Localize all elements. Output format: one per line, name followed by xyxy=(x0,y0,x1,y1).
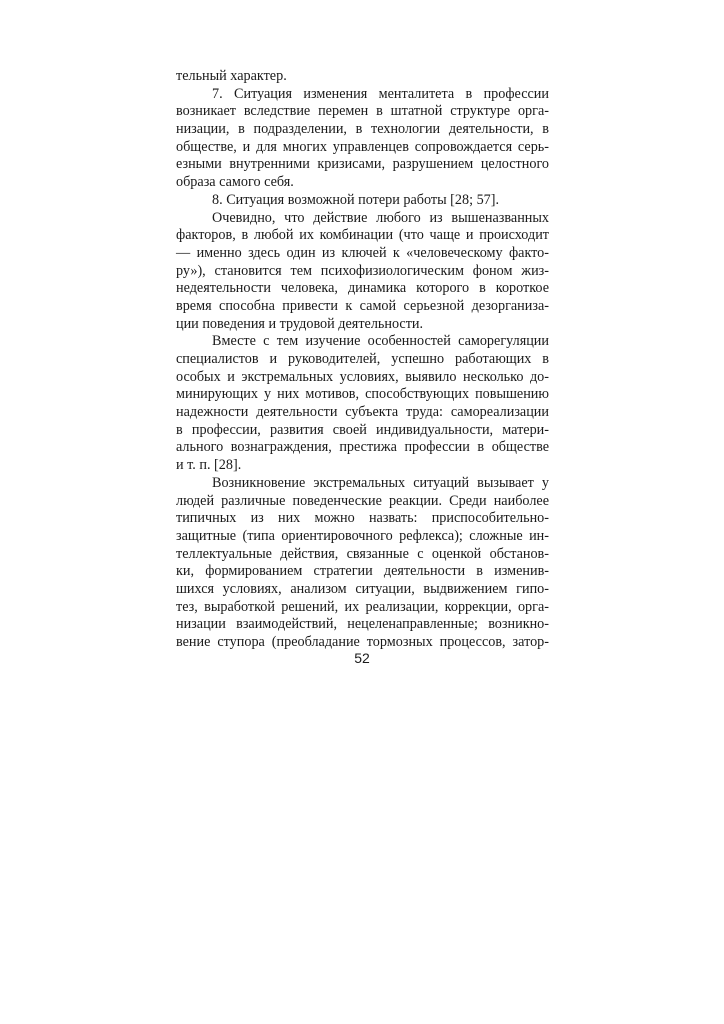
text-line: вение ступора (преобладание тормозных процессов, затор- xyxy=(176,634,549,650)
text-line: низации, в подразделении, в технологии деятельности, в xyxy=(176,121,549,138)
text-line: шихся условиях, анализом ситуации, выдвижением гипо- xyxy=(176,580,549,597)
text-line: ции поведения и трудовой деятельности. xyxy=(176,315,424,332)
text-line: возникает вследствие перемен в штатной структуре орга- xyxy=(176,103,549,120)
text-line: 8. Ситуация возможной потери работы [28; 57]. xyxy=(212,191,500,208)
text-line: езными внутренними кризисами, разрушением целостного xyxy=(176,156,549,173)
text-line: Очевидно, что действие любого из вышеназванных xyxy=(212,209,549,226)
text-line: особых и экстремальных условиях, выявило несколько до- xyxy=(176,368,549,385)
text-line: ального вознаграждения, престижа профессии в обществе xyxy=(176,439,549,456)
text-line: людей различные поведенческие реакции. Среди наиболее xyxy=(176,492,549,509)
text-line: и т. п. [28]. xyxy=(176,457,242,474)
text-line: защитные (типа ориентировочного рефлекса); сложные ин- xyxy=(176,527,549,544)
text-line: ки, формированием стратегии деятельности в изменив- xyxy=(176,563,549,580)
text-line: теллектуальные действия, связанные с оценкой обстанов- xyxy=(176,545,549,562)
body-text xyxy=(176,68,549,652)
text-line: типичных из них можно назвать: приспособительно- xyxy=(176,510,549,527)
text-line: недеятельности человека, динамика которого в короткое xyxy=(176,280,549,297)
text-line: обществе, и для многих управленцев сопровождается серь- xyxy=(176,138,549,155)
text-line: тез, выработкой решений, их реализации, коррекции, орга- xyxy=(176,598,549,615)
page-number: 52 xyxy=(354,650,370,666)
text-line: надежности деятельности субъекта труда: самореализации xyxy=(176,404,549,421)
text-line: факторов, в любой их комбинации (что чаще и происходит xyxy=(176,227,549,244)
text-line: низации взаимодействий, нецеленаправленные; возникно- xyxy=(176,616,549,633)
text-line: 7. Ситуация изменения менталитета в профессии xyxy=(212,85,549,102)
text-line: специалистов и руководителей, успешно работающих в xyxy=(176,351,549,367)
text-line: время способна привести к самой серьезной дезорганиза- xyxy=(176,297,549,314)
text-line: тельный характер. xyxy=(176,68,287,84)
text-line: образа самого себя. xyxy=(176,174,294,191)
text-line: Возникновение экстремальных ситуаций вызывает у xyxy=(212,474,549,491)
text-line: Вместе с тем изучение особенностей саморегуляции xyxy=(212,333,549,350)
text-line: в профессии, развития своей индивидуальности, матери- xyxy=(176,421,549,438)
text-line: ру»), становится тем психофизиологическим фоном жиз- xyxy=(176,262,549,279)
text-line: минирующих у них мотивов, способствующих повышению xyxy=(176,386,549,403)
text-line: — именно здесь один из ключей к «человеческому факто- xyxy=(176,244,549,261)
